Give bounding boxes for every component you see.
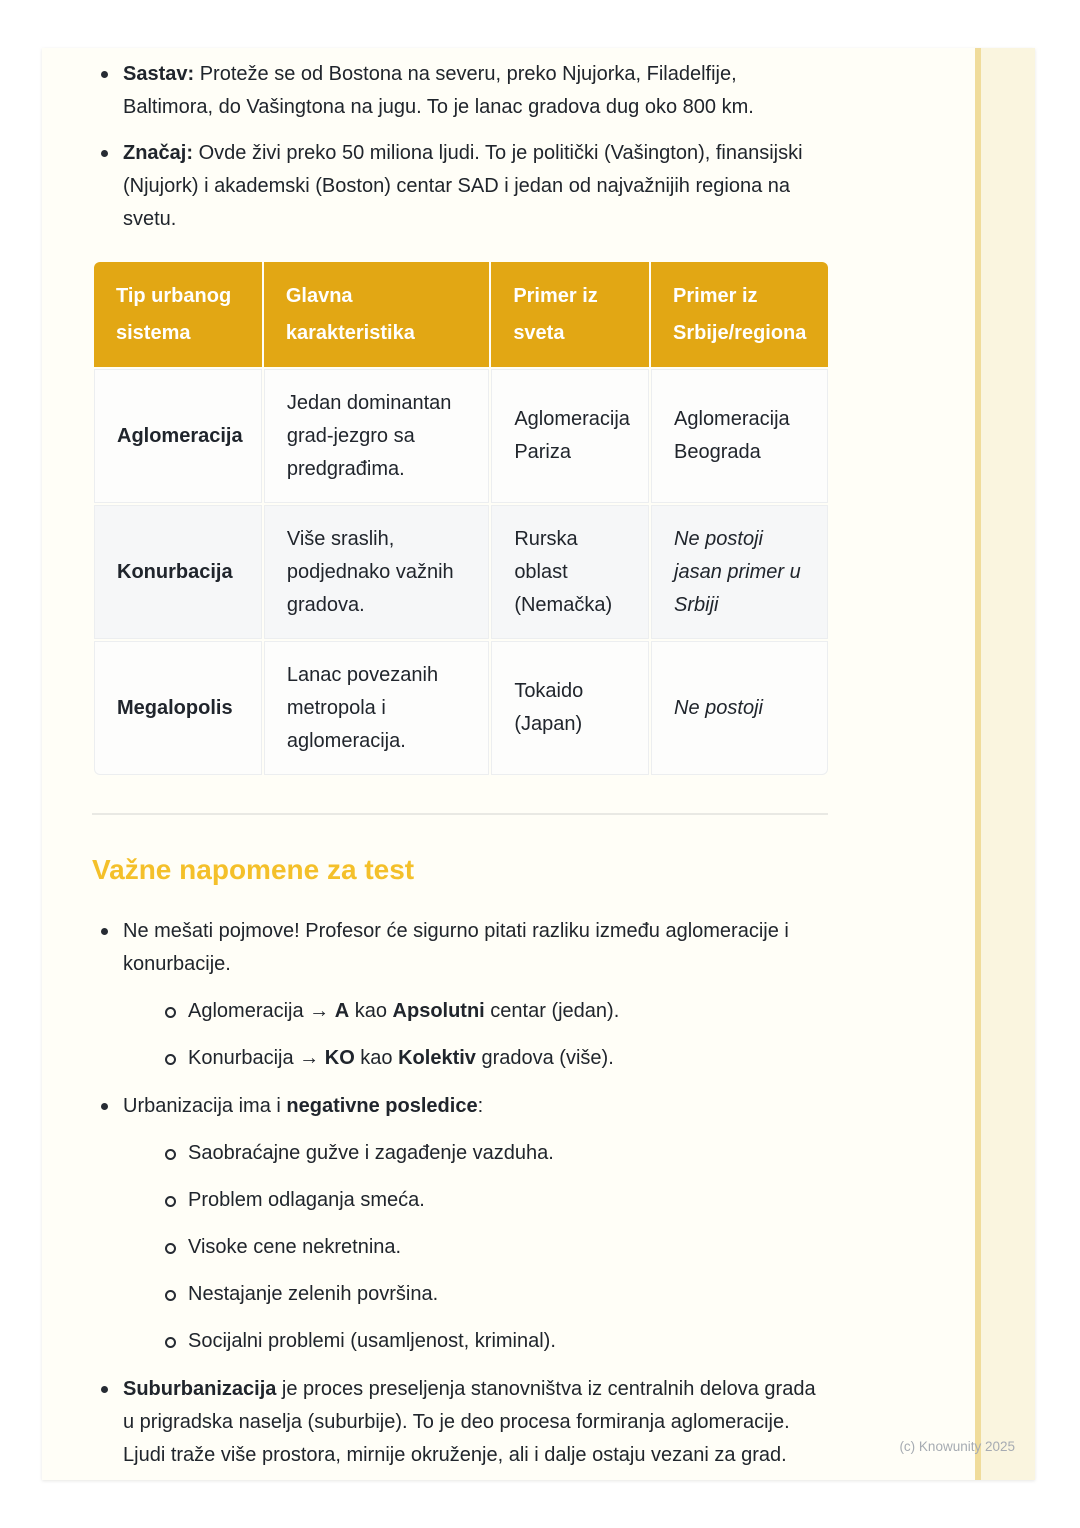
text-segment: Proteže se od Bostona na severu, preko Njujorka, Filadelfije, Baltimora, do Vašingtona na jugu. To je lanac gradova dug oko 800 km.: [123, 63, 754, 118]
text-segment: Nestajanje zelenih površina.: [188, 1283, 439, 1305]
sub-list: [157, 995, 828, 1075]
list-item: [92, 1090, 828, 1358]
list-item: [157, 995, 828, 1028]
table-body: [94, 369, 828, 775]
list-item: [92, 1373, 828, 1472]
watermark: (c) Knowunity 2025: [899, 1439, 1015, 1454]
bullet-dot-icon: [101, 928, 108, 935]
bullet-dot-icon: [101, 71, 108, 78]
text-segment: kao: [349, 1000, 393, 1022]
list-item: [157, 1278, 828, 1311]
table-row: [94, 505, 828, 639]
table-cell: Aglomeracija Beograda: [651, 369, 828, 503]
table-header-cell: Glavna karakteristika: [264, 262, 489, 367]
page-margin-band: [975, 48, 1035, 1480]
table-cell: Aglomeracija: [94, 369, 262, 503]
table-cell: Megalopolis: [94, 641, 262, 775]
list-item: [157, 1231, 828, 1264]
text-segment: A: [334, 1000, 350, 1022]
text-segment: kao: [354, 1047, 399, 1069]
bullet-dot-icon: [101, 150, 108, 157]
table-header-cell: Primer iz Srbije/regiona: [651, 262, 828, 367]
intro-list: [92, 58, 828, 236]
list-item: [157, 1137, 828, 1170]
table-cell: Ne postoji jasan primer u Srbiji: [651, 505, 828, 639]
bullet-circle-icon: [165, 1149, 176, 1160]
text-segment: Konurbacija →: [188, 1047, 325, 1069]
text-segment: Apsolutni: [392, 1000, 485, 1022]
urban-systems-table: [92, 260, 830, 777]
section-heading: Važne napomene za test: [92, 854, 415, 885]
page-content: [92, 48, 828, 1487]
table-row: [94, 641, 828, 775]
list-item: [157, 1042, 828, 1075]
text-segment: KO: [324, 1047, 355, 1069]
text-segment: Urbanizacija ima i: [123, 1095, 287, 1117]
bullet-circle-icon: [165, 1290, 176, 1301]
table-cell: Aglomeracija Pariza: [491, 369, 649, 503]
bullet-circle-icon: [165, 1243, 176, 1254]
section-divider: [92, 813, 828, 815]
list-item: [157, 1325, 828, 1358]
table-cell: Više sraslih, podjednako važnih gradova.: [264, 505, 489, 639]
bullet-circle-icon: [165, 1196, 176, 1207]
text-segment: Sastav:: [123, 63, 200, 85]
text-segment: negativne posledice: [286, 1095, 478, 1117]
text-segment: Ne mešati pojmove! Profesor će sigurno pitati razliku između aglomeracije i konurbacije.: [123, 920, 789, 975]
list-item: [92, 137, 828, 236]
table-row: [94, 369, 828, 503]
text-segment: Socijalni problemi (usamljenost, kriminal).: [188, 1330, 556, 1352]
list-item: [92, 915, 828, 1075]
table-cell: Tokaido (Japan): [491, 641, 649, 775]
text-segment: Saobraćajne gužve i zagađenje vazduha.: [188, 1142, 554, 1164]
table-cell: Lanac povezanih metropola i aglomeracija.: [264, 641, 489, 775]
table-cell: Rurska oblast (Nemačka): [491, 505, 649, 639]
text-segment: :: [477, 1095, 484, 1117]
table-row: [94, 262, 828, 367]
bullet-dot-icon: [101, 1103, 108, 1110]
notes-list: [92, 915, 828, 1472]
text-segment: Visoke cene nekretnina.: [188, 1236, 402, 1258]
notes-page-card: [42, 48, 1035, 1480]
text-segment: gradova (više).: [475, 1047, 614, 1069]
text-segment: je proces preseljenja stanovništva iz centralnih delova grada u prigradska naselja (suburbije). To je deo procesa formiranja aglomeracije. Ljudi traže više prostora, mirnije okruženje, ali i dalje ostaju vezani za grad.: [123, 1378, 816, 1466]
text-segment: Ovde živi preko 50 miliona ljudi. To je politički (Vašington), finansijski (Njujork) i akademski (Boston) centar SAD i jedan od najvažnijih regiona na svetu.: [123, 142, 803, 230]
sub-list: [157, 1137, 828, 1358]
text-segment: Problem odlaganja smeća.: [188, 1189, 425, 1211]
table-header-row: [94, 262, 828, 367]
table-cell: Ne postoji: [651, 641, 828, 775]
text-segment: Kolektiv: [398, 1047, 476, 1069]
bullet-circle-icon: [165, 1054, 176, 1065]
table-cell: Konurbacija: [94, 505, 262, 639]
table-header-cell: Tip urbanog sistema: [94, 262, 262, 367]
text-segment: Značaj:: [123, 142, 199, 164]
text-segment: Aglomeracija →: [188, 1000, 335, 1022]
table-cell: Jedan dominantan grad-jezgro sa predgrađima.: [264, 369, 489, 503]
table-header-cell: Primer iz sveta: [491, 262, 649, 367]
bullet-dot-icon: [101, 1386, 108, 1393]
list-item: [92, 58, 828, 124]
list-item: [157, 1184, 828, 1217]
text-segment: Suburbanizacija: [123, 1378, 277, 1400]
bullet-circle-icon: [165, 1007, 176, 1018]
text-segment: centar (jedan).: [484, 1000, 620, 1022]
bullet-circle-icon: [165, 1337, 176, 1348]
